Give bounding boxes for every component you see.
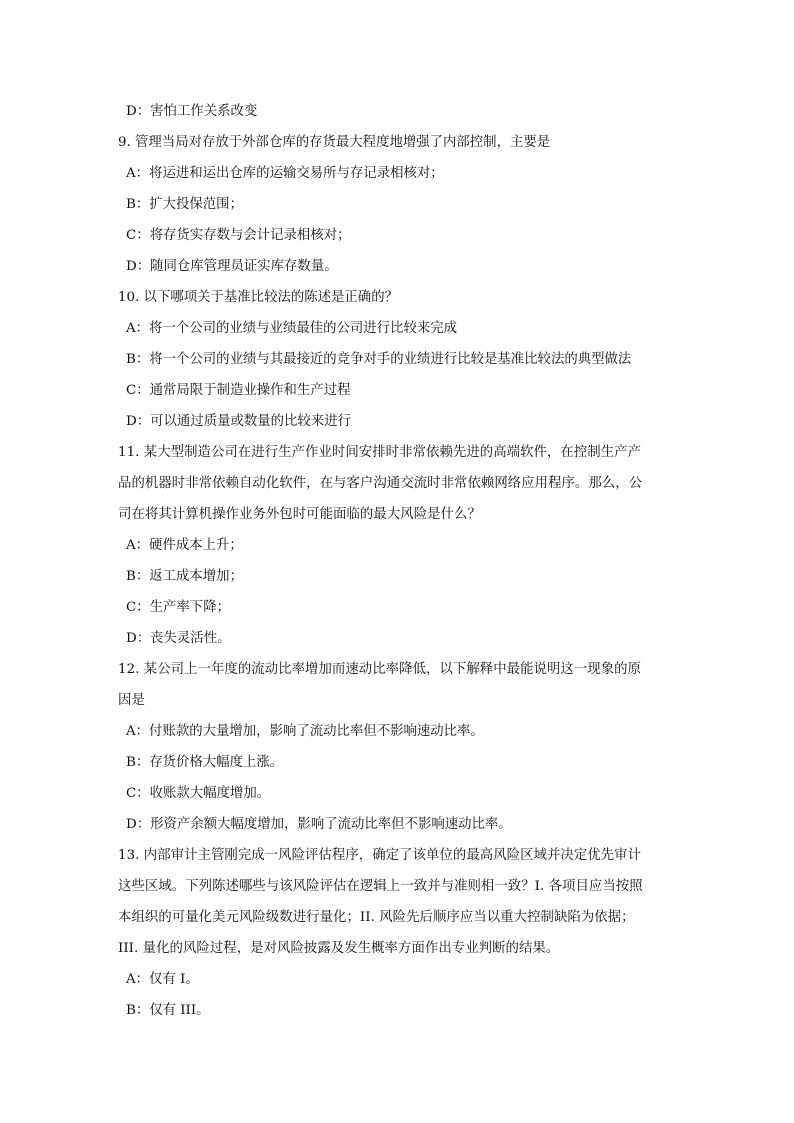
option-a-q13: A：仅有 I。 xyxy=(126,972,199,987)
question-11-line-1: 11. 某大型制造公司在进行生产作业时间安排时非常依赖先进的高端软件，在控制生产产 xyxy=(118,445,642,460)
option-c-q12: C：收账款大幅度增加。 xyxy=(126,786,271,801)
question-13-line-1: 13. 内部审计主管刚完成一风险评估程序，确定了该单位的最高风险区域并决定优先审计 xyxy=(118,848,642,863)
option-a-q12: A：付账款的大量增加，影响了流动比率但不影响速动比率。 xyxy=(126,724,484,739)
option-b-q10: B：将一个公司的业绩与其最接近的竞争对手的业绩进行比较是基准比较法的典型做法 xyxy=(126,352,632,367)
option-d-q9: D：随同仓库管理员证实库存数量。 xyxy=(126,259,338,274)
question-10: 10. 以下哪项关于基准比较法的陈述是正确的？ xyxy=(118,290,398,305)
option-d-q11: D：丧失灵活性。 xyxy=(126,631,231,646)
document-body xyxy=(118,100,680,1030)
option-b-q12: B：存货价格大幅度上涨。 xyxy=(126,755,284,770)
question-11-line-2: 品的机器时非常依赖自动化软件，在与客户沟通交流时非常依赖网络应用程序。那么，公 xyxy=(118,476,643,491)
option-a-q11: A：硬件成本上升； xyxy=(126,538,243,553)
option-a-q9: A：将运进和运出仓库的运输交易所与存记录相核对； xyxy=(126,166,444,181)
question-12-line-1: 12. 某公司上一年度的流动比率增加而速动比率降低，以下解释中最能说明这一现象的原 xyxy=(118,662,642,677)
option-b-q11: B：返工成本增加； xyxy=(126,569,243,584)
question-13-line-2: 这些区域。下列陈述哪些与该风险评估在逻辑上一致并与准则相一致？I. 各项目应当按照 xyxy=(118,879,643,894)
option-d-q8: D：害怕工作关系改变 xyxy=(126,104,258,119)
question-12 xyxy=(118,658,680,720)
option-b-q9: B：扩大投保范围； xyxy=(126,197,243,212)
option-a-q10: A：将一个公司的业绩与业绩最佳的公司进行比较来完成 xyxy=(126,321,458,336)
option-b-q13: B：仅有 III。 xyxy=(126,1003,210,1018)
question-11 xyxy=(118,441,680,534)
question-9: 9. 管理当局对存放于外部仓库的存货最大程度地增强了内部控制，主要是 xyxy=(118,135,551,150)
question-13 xyxy=(118,844,680,968)
question-11-line-3: 司在将其计算机操作业务外包时可能面临的最大风险是什么？ xyxy=(118,507,481,522)
question-12-line-2: 因是 xyxy=(118,693,145,708)
question-13-line-3: 本组织的可量化美元风险级数进行量化；II. 风险先后顺序应当以重大控制缺陷为依据； xyxy=(118,910,635,925)
option-c-q11: C：生产率下降； xyxy=(126,600,230,615)
option-d-q10: D：可以通过质量或数量的比较来进行 xyxy=(126,414,351,429)
option-c-q10: C：通常局限于制造业操作和生产过程 xyxy=(126,383,351,398)
option-d-q12: D：形资产余额大幅度增加，影响了流动比率但不影响速动比率。 xyxy=(126,817,512,832)
option-c-q9: C：将存货实存数与会计记录相核对； xyxy=(126,228,351,243)
question-13-line-4: III. 量化的风险过程，是对风险披露及发生概率方面作出专业判断的结果。 xyxy=(118,941,560,956)
